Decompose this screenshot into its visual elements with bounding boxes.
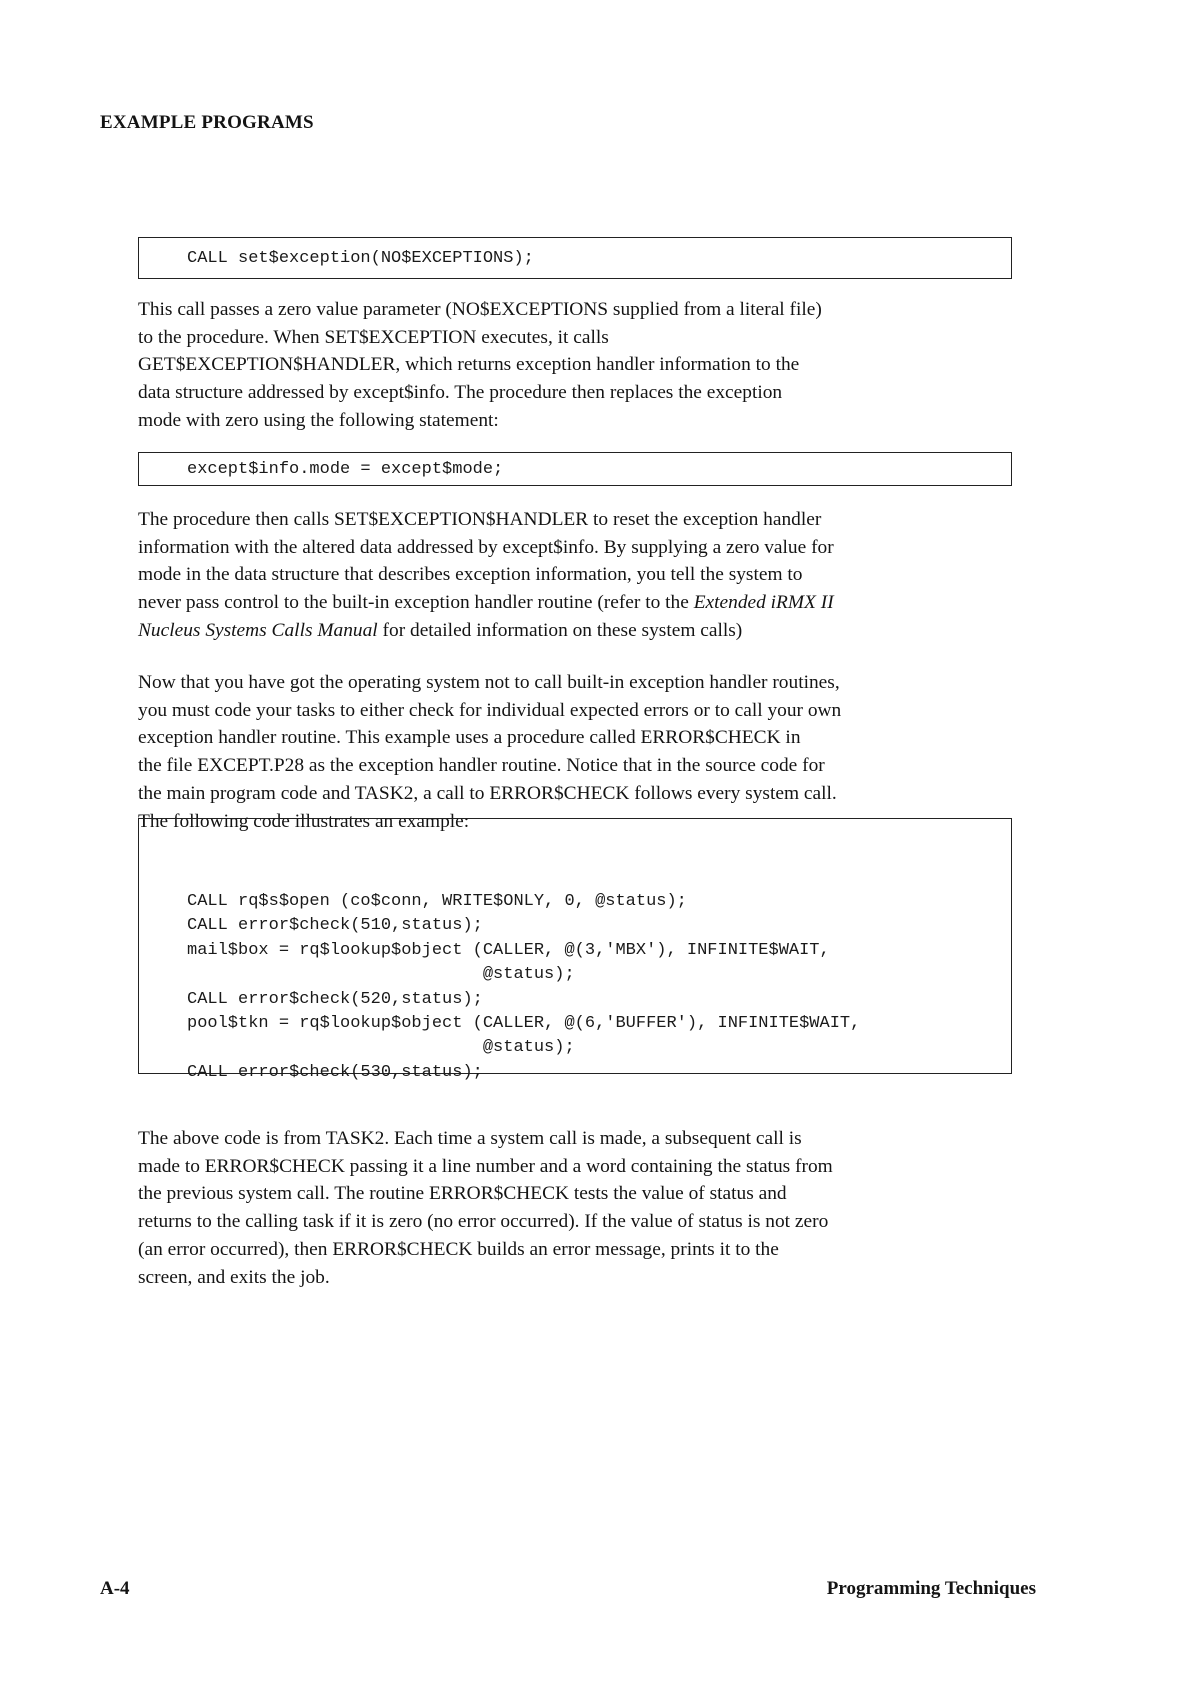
text-line: screen, and exits the job.: [138, 1266, 330, 1288]
section-header: EXAMPLE PROGRAMS: [100, 112, 314, 133]
text-line: mode in the data structure that describes exception information, you tell the system to: [138, 564, 803, 586]
text-line: the main program code and TASK2, a call to ERROR$CHECK follows every system call.: [138, 782, 837, 804]
text-line: to the procedure. When SET$EXCEPTION executes, it calls: [138, 326, 609, 348]
text-line: This call passes a zero value parameter (NO$EXCEPTIONS supplied from a literal file): [138, 299, 822, 320]
page-number: A-4: [100, 1578, 130, 1599]
text-line: [138, 617, 1018, 645]
text-line: mode with zero using the following statement:: [138, 409, 499, 431]
paragraph-error-check-intro: [138, 669, 1018, 835]
code-line: except$info.mode = except$mode;: [187, 460, 504, 479]
text-line: (an error occurred), then ERROR$CHECK builds an error message, prints it to the: [138, 1238, 779, 1260]
code-line: CALL error$check(520,status);: [187, 989, 483, 1009]
code-line: mail$box = rq$lookup$object (CALLER, @(3,'MBX'), INFINITE$WAIT,: [187, 940, 830, 960]
text-line: the file EXCEPT.P28 as the exception handler routine. Notice that in the source code for: [138, 755, 825, 777]
footer-chapter-title: Programming Techniques: [826, 1578, 1036, 1599]
code-line: @status);: [187, 965, 575, 985]
paragraph-task2-explanation: [138, 1125, 1018, 1291]
text-line: GET$EXCEPTION$HANDLER, which returns exception handler information to the: [138, 354, 800, 376]
text-line: The procedure then calls SET$EXCEPTION$HANDLER to reset the exception handler: [138, 509, 822, 530]
code-block-except-mode: [138, 452, 1012, 486]
code-line: CALL error$check(530,status);: [187, 1062, 483, 1082]
text-run: never pass control to the built-in exception handler routine (refer to the: [138, 592, 694, 614]
text-line: The above code is from TASK2. Each time a system call is made, a subsequent call is: [138, 1128, 802, 1149]
text-run: for detailed information on these system calls): [377, 619, 743, 641]
text-line: made to ERROR$CHECK passing it a line number and a word containing the status from: [138, 1155, 833, 1177]
text-line: you must code your tasks to either check for individual expected errors or to call your own: [138, 699, 842, 721]
text-line: data structure addressed by except$info. The procedure then replaces the exception: [138, 382, 783, 404]
text-line: information with the altered data addressed by except$info. By supplying a zero value for: [138, 536, 834, 558]
code-block-set-exception: [138, 237, 1012, 279]
code-line: @status);: [187, 1038, 575, 1058]
text-line: The following code illustrates an example:: [138, 810, 470, 832]
code-block-task2-calls: [138, 818, 1012, 1082]
code-line: CALL rq$s$open (co$conn, WRITE$ONLY, 0, @status);: [187, 892, 687, 911]
paragraph-set-exception-handler: [138, 506, 1018, 645]
text-line: exception handler routine. This example uses a procedure called ERROR$CHECK in: [138, 727, 801, 749]
code-line: CALL set$exception(NO$EXCEPTIONS);: [187, 249, 534, 268]
manual-title-part-2: Nucleus Systems Calls Manual: [138, 619, 378, 641]
text-line: [138, 589, 1018, 617]
text-line: the previous system call. The routine ERROR$CHECK tests the value of status and: [138, 1183, 787, 1205]
text-line: returns to the calling task if it is zero (no error occurred). If the value of status is not zero: [138, 1211, 829, 1233]
manual-title-part-1: Extended iRMX II: [693, 592, 834, 614]
text-line: Now that you have got the operating system not to call built-in exception handler routines,: [138, 672, 840, 693]
code-line: CALL error$check(510,status);: [187, 916, 483, 936]
paragraph-no-exceptions: [138, 296, 1018, 435]
code-line: pool$tkn = rq$lookup$object (CALLER, @(6,'BUFFER'), INFINITE$WAIT,: [187, 1013, 861, 1033]
